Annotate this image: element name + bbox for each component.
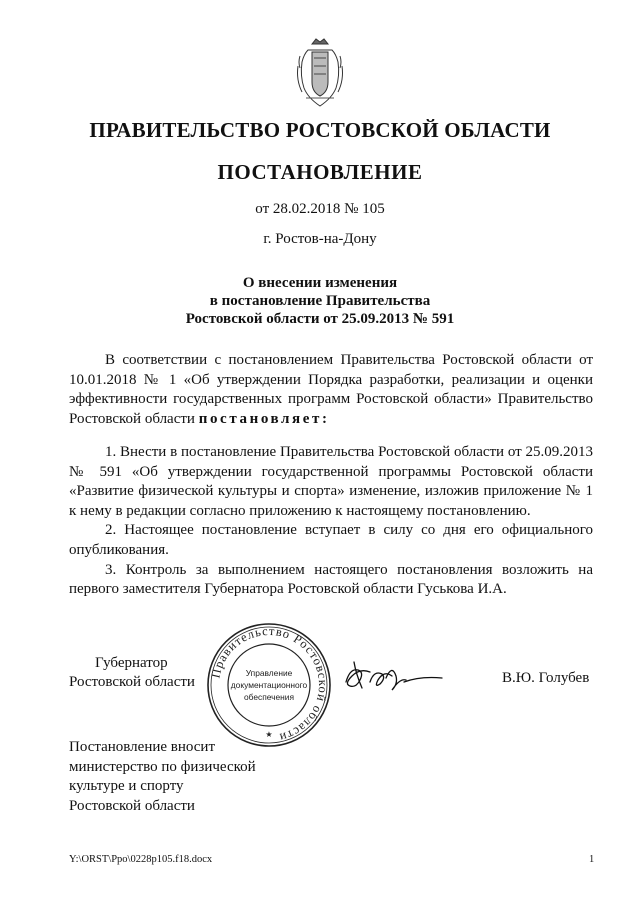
resolves-word: постановляет: (198, 410, 330, 427)
city: г. Ростов-на-Дону (263, 231, 377, 247)
resolution-item: 3. Контроль за выполнением настоящего постановления возложить на первого заместителя Губернатора Ростовской области Гуськова И.А. (69, 561, 593, 598)
preamble (69, 351, 593, 429)
signatory-name: В.Ю. Голубев (502, 670, 590, 686)
prepared-line: Ростовской области (69, 797, 195, 814)
resolution-item: 2. Настоящее постановление вступает в силу со дня его официального опубликования. (69, 522, 593, 558)
prepared-line: министерство по физической (69, 758, 256, 775)
official-stamp (205, 621, 333, 749)
handwritten-signature (340, 656, 450, 698)
resolution-items (69, 443, 593, 600)
page-number: 1 (589, 854, 595, 865)
stamp-center-line: Управление (245, 668, 293, 678)
stamp-star-icon: ★ (265, 730, 273, 739)
resolution-item: 1. Внести в постановление Правительства Ростовской области от 25.09.2013 № 591 «Об утверждении государственной программы Ростовской области «Развитие физической культуры и спорта» изменение, изложив приложение № 1 к нему в редакции согласно приложению к настоящему постановлению. (69, 444, 593, 519)
subject-line: Ростовской области от 25.09.2013 № 591 (185, 311, 455, 327)
organization-title: ПРАВИТЕЛЬСТВО РОСТОВСКОЙ ОБЛАСТИ (89, 118, 551, 142)
stamp-center-line: документационного (230, 680, 308, 690)
prepared-line: Постановление вносит (69, 739, 216, 755)
stamp-center-line: обеспечения (244, 692, 294, 702)
document-type: ПОСТАНОВЛЕНИЕ (217, 160, 423, 184)
subject-line: О внесении изменения (242, 275, 398, 291)
document-subject (0, 274, 640, 328)
prepared-line: культуре и спорту (69, 778, 184, 794)
date-number: от 28.02.2018 № 105 (255, 201, 385, 217)
signatory-position (69, 654, 195, 692)
subject-line: в постановление Правительства (209, 293, 431, 309)
preamble-text: В соответствии с постановлением Правительства Ростовской области от 10.01.2018 № 1 «Об утверждении Порядка разработки, реализации и оценки эффективности государственных программ Ростовской области» Правительство Ростовской области (69, 352, 593, 427)
position-line: Губернатор (95, 655, 168, 671)
stamp-ring-text: Правительство Ростовской области (208, 623, 331, 745)
prepared-by (69, 738, 256, 816)
coat-of-arms-icon (294, 36, 346, 110)
position-line: Ростовской области (69, 674, 195, 690)
footer-file-path: Y:\ORST\Ppo\0228p105.f18.docx (69, 854, 213, 865)
